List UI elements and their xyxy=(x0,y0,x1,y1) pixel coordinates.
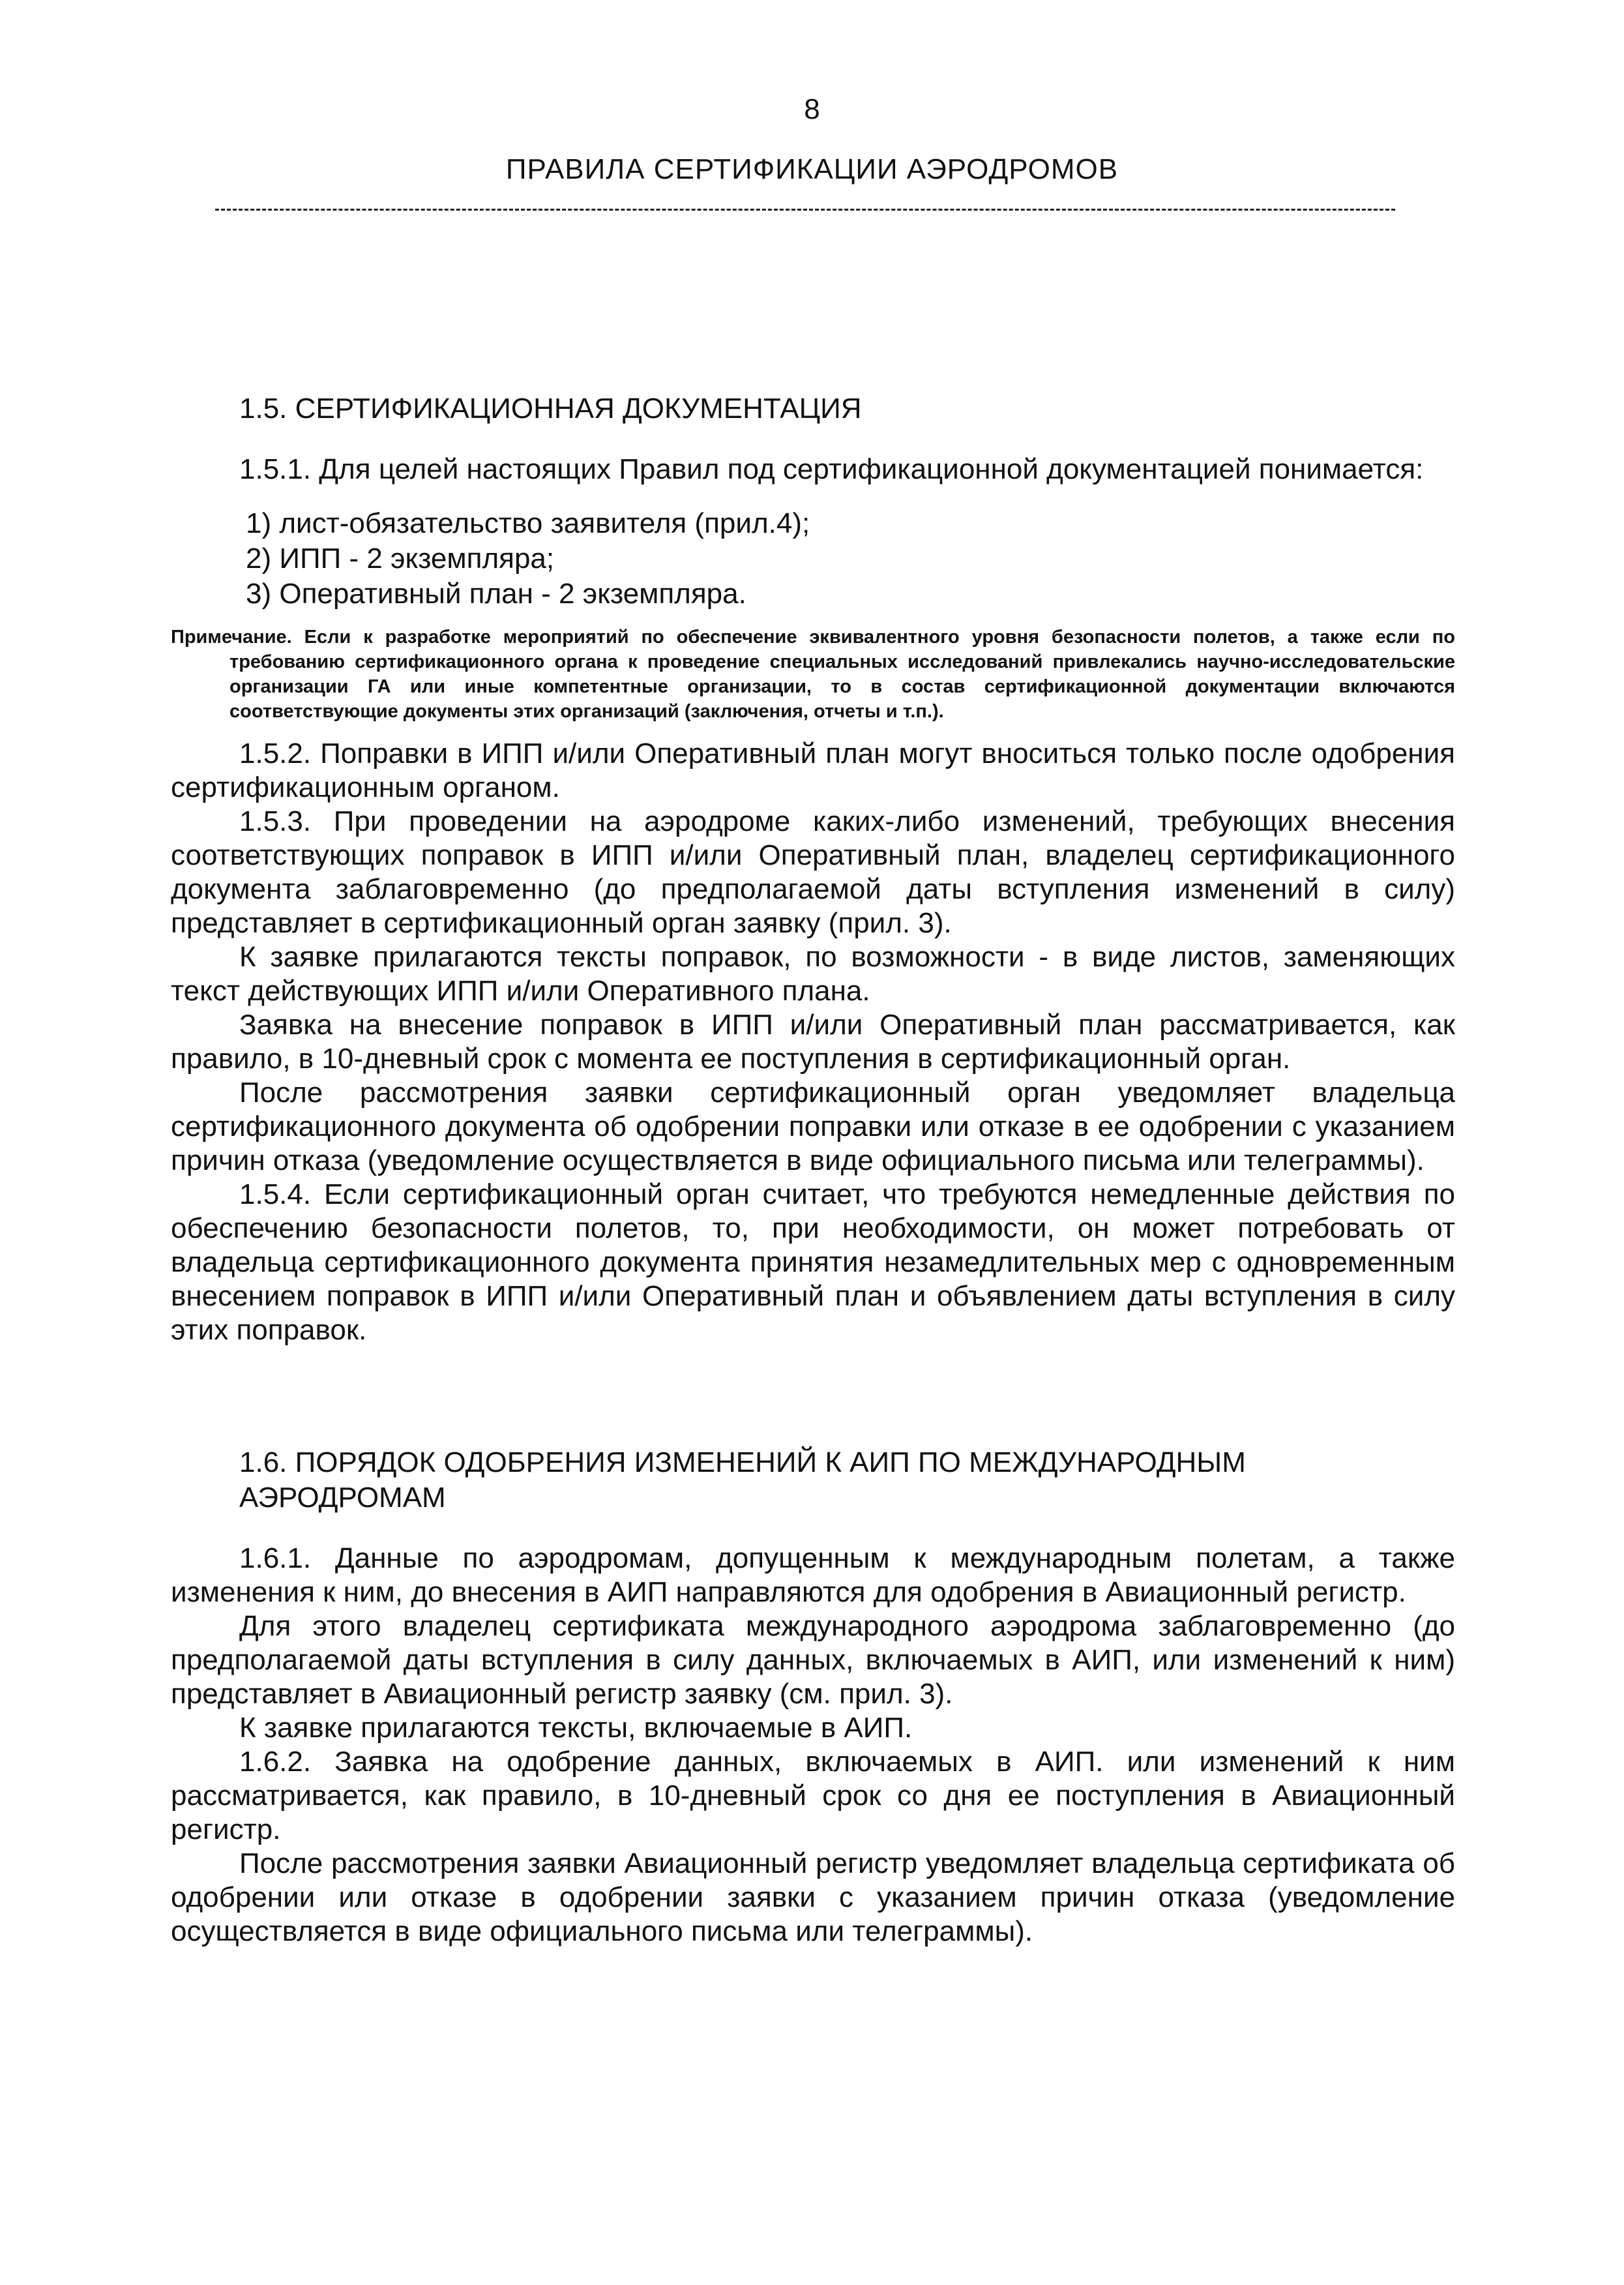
paragraph-review-period: Заявка на внесение поправок в ИПП и/или Оперативный план рассматривается, как правило, в 10-дневный срок с момента ее поступления в сертификационный орган. xyxy=(171,1009,1455,1075)
section-heading-1-6 xyxy=(171,1445,1455,1516)
header-divider xyxy=(215,209,1395,211)
note-label: Примечание. xyxy=(171,627,292,648)
paragraph-register-notification: После рассмотрения заявки Авиационный регистр уведомляет владельца сертификата об одобрении или отказе в одобрении заявки с указанием причин отказа (уведомление осуществляется в виде официального письма или телеграммы). xyxy=(171,1847,1455,1947)
note-text: Если к разработке мероприятий по обеспечение эквивалентного уровня безопасности полетов, а также если по требованию сертификационного органа к проведение специальных исследований привлекались научно-исследовательские организации ГА или иные компетентные организации, то в состав сертификационной документации включаются соответствующие документы этих организаций (заключения, отчеты и т.п.). xyxy=(229,627,1455,722)
documentation-list xyxy=(171,506,1455,612)
paragraph-1-6-1: 1.6.1. Данные по аэродромам, допущенным к международным полетам, а также изменения к ним, до внесения в АИП направляются для одобрения в Авиационный регистр. xyxy=(171,1542,1455,1608)
paragraph-amendment-texts: К заявке прилагаются тексты поправок, по возможности - в виде листов, заменяющих текст действующих ИПП и/или Оперативного плана. xyxy=(171,941,1455,1007)
page-content xyxy=(171,391,1455,1949)
page-number: 8 xyxy=(804,93,820,125)
section-heading-1-6-line1: 1.6. ПОРЯДОК ОДОБРЕНИЯ ИЗМЕНЕНИЙ К АИП ПО МЕЖДУНАРОДНЫМ xyxy=(239,1446,1246,1478)
paragraph-1-5-1: 1.5.1. Для целей настоящих Правил под сертификационной документацией понимается: xyxy=(239,453,1424,485)
paragraph-1-5-4: 1.5.4. Если сертификационный орган считает, что требуются немедленные действия по обеспечению безопасности полетов, то, при необходимости, он может потребовать от владельца сертификационного документа принятия незамедлительных мер с одновременным внесением поправок в ИПП и/или Оперативный план и объявлением даты вступления в силу этих поправок. xyxy=(171,1178,1455,1346)
list-item: 1) лист-обязательство заявителя (прил.4); xyxy=(246,507,810,539)
paragraph-owner-application: Для этого владелец сертификата международного аэродрома заблаговременно (до предполагаемой даты вступления в силу данных, включаемых в АИП, или изменений к ним) представляет в Авиационный регистр заявку (см. прил. 3). xyxy=(171,1610,1455,1710)
paragraph-1-5-3: 1.5.3. При проведении на аэродроме каких-либо изменений, требующих внесения соответствующих поправок в ИПП и/или Оперативный план, владелец сертификационного документа заблаговременно (до предполагаемой даты вступления изменений в силу) представляет в сертификационный орган заявку (прил. 3). xyxy=(171,805,1455,939)
section-heading-1-5: 1.5. СЕРТИФИКАЦИОННАЯ ДОКУМЕНТАЦИЯ xyxy=(239,393,862,425)
paragraph-notification: После рассмотрения заявки сертификационный орган уведомляет владельца сертификационного документа об одобрении поправки или отказе в ее одобрении с указанием причин отказа (уведомление осуществляется в виде официального письма или телеграммы). xyxy=(171,1077,1455,1176)
running-title: ПРАВИЛА СЕРТИФИКАЦИИ АЭРОДРОМОВ xyxy=(505,153,1119,185)
list-item: 3) Оперативный план - 2 экземпляра. xyxy=(246,578,746,610)
note xyxy=(171,625,1455,724)
paragraph-aip-texts: К заявке прилагаются тексты, включаемые в АИП. xyxy=(239,1712,913,1744)
paragraph-1-5-2: 1.5.2. Поправки в ИПП и/или Оперативный план могут вноситься только после одобрения сертификационным органом. xyxy=(171,738,1455,803)
list-item: 2) ИПП - 2 экземпляра; xyxy=(246,543,555,575)
section-heading-1-6-line2: АЭРОДРОМАМ xyxy=(239,1482,446,1514)
paragraph-1-6-2: 1.6.2. Заявка на одобрение данных, включаемых в АИП. или изменений к ним рассматривается, как правило, в 10-дневный срок со дня ее поступления в Авиационный регистр. xyxy=(171,1746,1455,1845)
